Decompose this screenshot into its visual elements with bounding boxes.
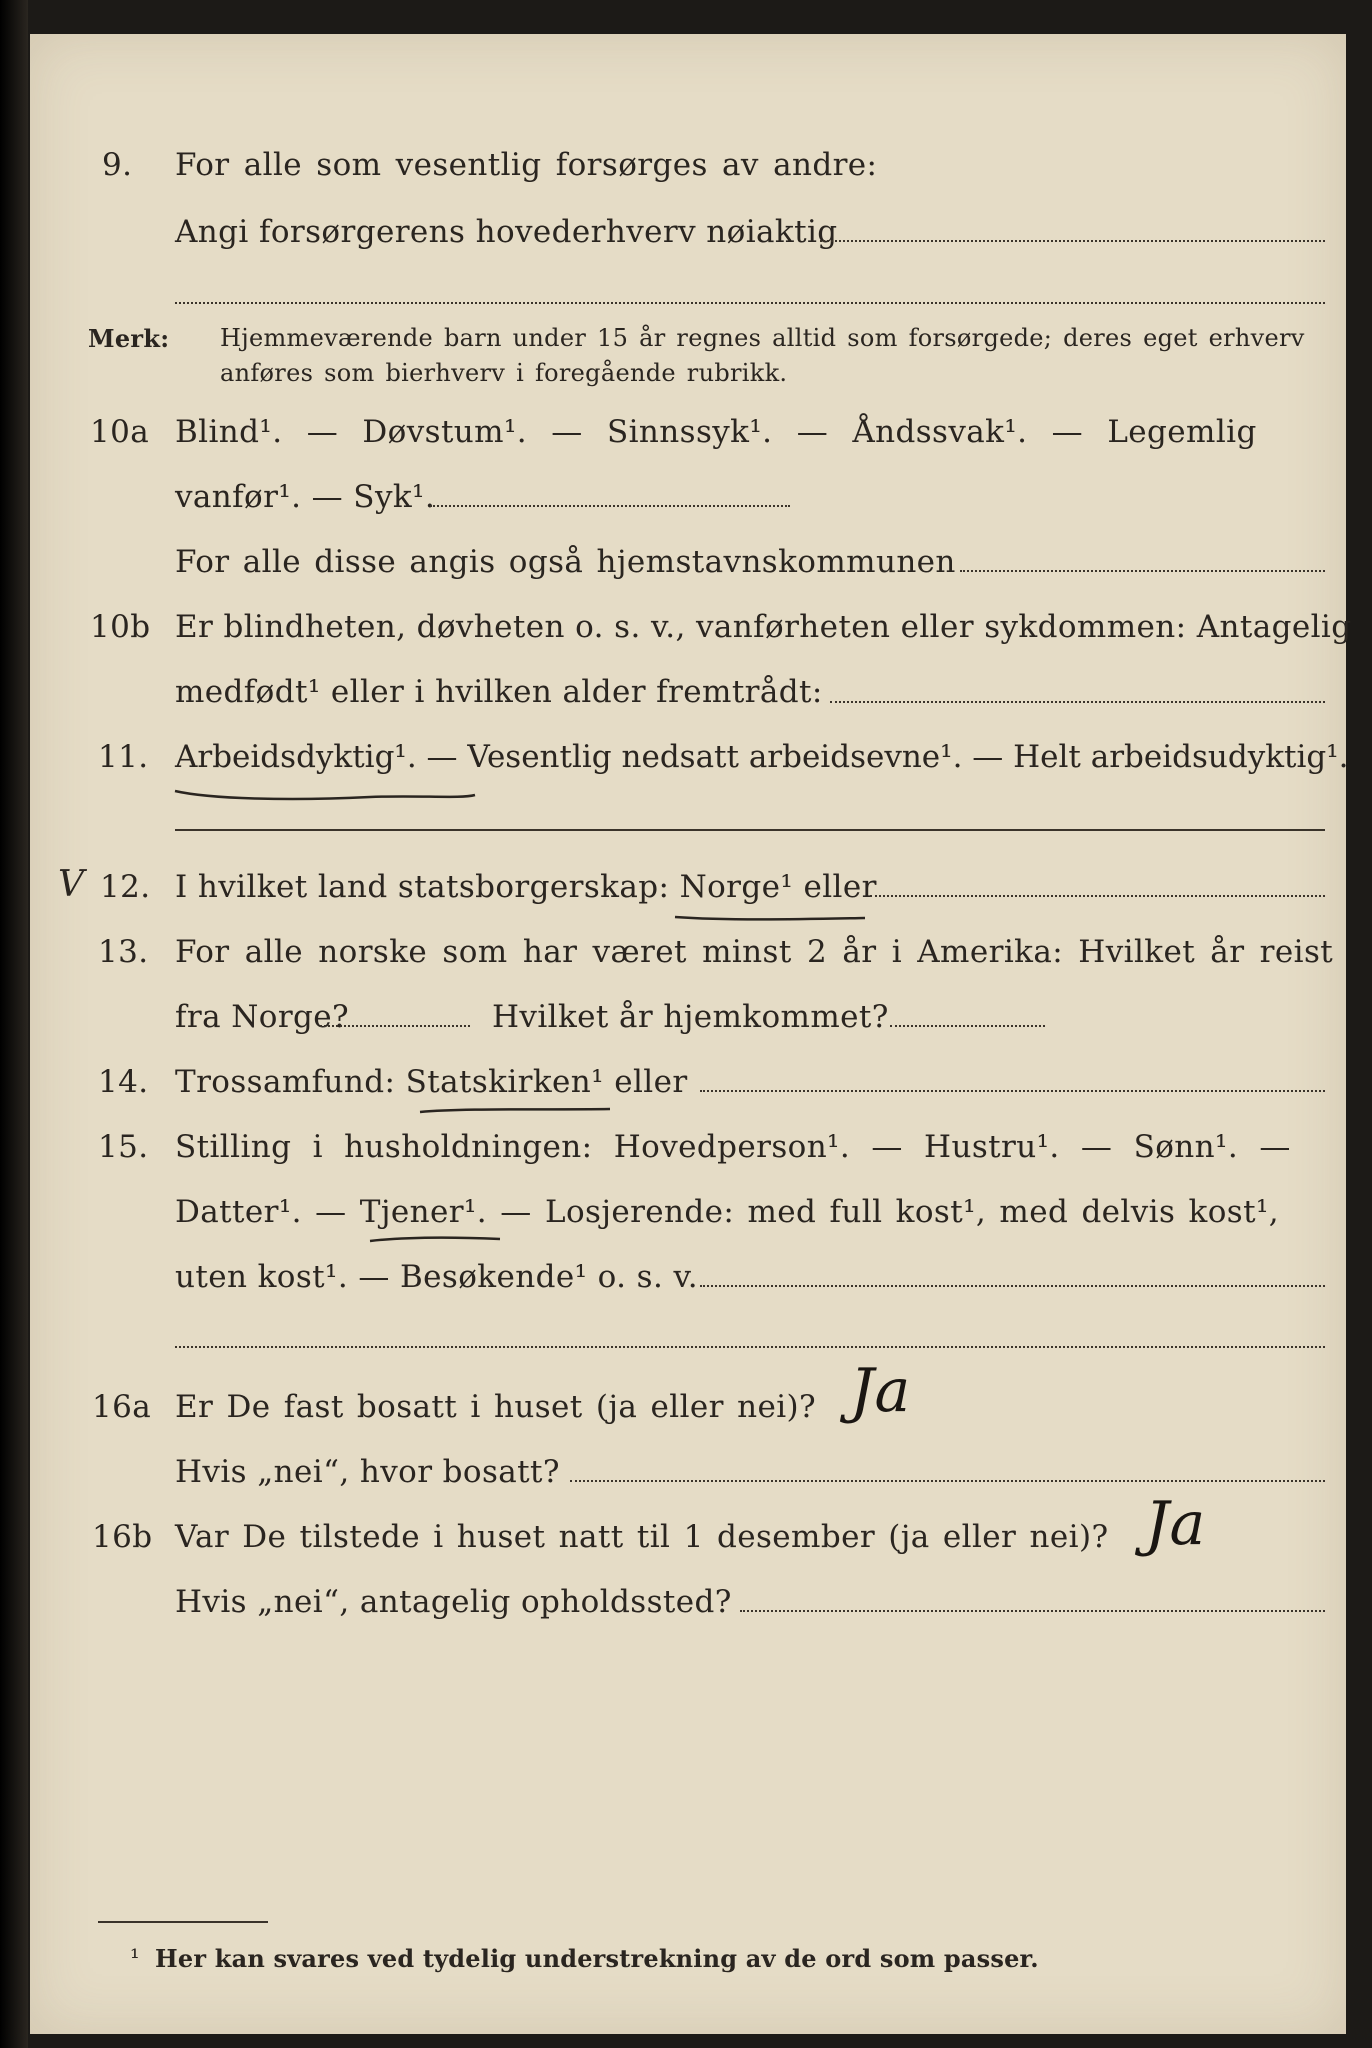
question-10b-text-2: medfødt¹ eller i hvilken alder fremtrådt: xyxy=(175,674,823,710)
handwritten-underline-tjener xyxy=(365,1231,505,1251)
question-10a-text-3: For alle disse angis også hjemstavnskommunen xyxy=(175,544,956,580)
handwritten-underline-norge xyxy=(670,909,870,929)
scan-edge xyxy=(0,0,28,2048)
question-15-text-2: Datter¹. — Tjener¹. — Losjerende: med full kost¹, med delvis kost¹, xyxy=(175,1194,1280,1230)
note-line-2: anføres som bierhverv i foregående rubrikk. xyxy=(220,359,788,387)
answer-line-15[interactable] xyxy=(700,1285,1325,1287)
question-10b-number: 10b xyxy=(90,609,151,645)
question-13-text-2b: Hvilket år hjemkommet? xyxy=(492,999,889,1035)
answer-line-9b[interactable] xyxy=(175,302,1325,304)
question-15-text-3: uten kost¹. — Besøkende¹ o. s. v. xyxy=(175,1259,698,1295)
answer-line-16a[interactable] xyxy=(570,1480,1325,1482)
handwritten-check-mark: V xyxy=(58,864,85,905)
question-9-text: For alle som vesentlig forsørges av andre: xyxy=(175,147,878,183)
census-form-page xyxy=(30,34,1352,2034)
question-9-subtext: Angi forsørgerens hovederhverv nøiaktig xyxy=(175,214,838,250)
question-13-text: For alle norske som har været minst 2 år i Amerika: Hvilket år reist xyxy=(175,934,1334,970)
question-14-number: 14. xyxy=(98,1064,149,1100)
question-16b-text: Var De tilstede i huset natt til 1 desember (ja eller nei)? xyxy=(175,1519,1109,1555)
question-10b-text: Er blindheten, døvheten o. s. v., vanførheten eller sykdommen: Antagelig xyxy=(175,609,1352,645)
answer-line-10a[interactable] xyxy=(430,505,790,507)
question-16b-number: 16b xyxy=(92,1519,153,1555)
answer-line-9a[interactable] xyxy=(820,240,1325,242)
question-16a-number: 16a xyxy=(92,1389,152,1425)
answer-line-14[interactable] xyxy=(700,1090,1325,1092)
footnote-text: Her kan svares ved tydelig understrekning av de ord som passer. xyxy=(155,1944,1039,1973)
question-12-number: 12. xyxy=(100,869,151,905)
note-label: Merk: xyxy=(88,324,170,353)
footnote-rule xyxy=(98,1921,268,1923)
question-11-number: 11. xyxy=(98,739,149,775)
question-15-number: 15. xyxy=(98,1129,149,1165)
answer-line-15b[interactable] xyxy=(175,1346,1325,1348)
question-11-text: Arbeidsdyktig¹. — Vesentlig nedsatt arbeidsevne¹. — Helt arbeidsudyktig¹. xyxy=(175,739,1349,775)
question-15-text: Stilling i husholdningen: Hovedperson¹. — Hustru¹. — Sønn¹. — xyxy=(175,1129,1291,1165)
question-16b-text-2: Hvis „nei“, antagelig opholdssted? xyxy=(175,1584,732,1620)
answer-line-13-reist[interactable] xyxy=(320,1025,470,1027)
answer-line-11[interactable] xyxy=(175,829,1325,831)
answer-line-10a-home[interactable] xyxy=(960,570,1325,572)
question-10a-text-2: vanfør¹. — Syk¹. xyxy=(175,479,436,515)
question-14-text: Trossamfund: Statskirken¹ eller xyxy=(175,1064,688,1100)
handwritten-answer-16a: Ja xyxy=(850,1356,911,1426)
answer-line-13-hjemkommet[interactable] xyxy=(890,1025,1045,1027)
question-12-text: I hvilket land statsborgerskap: Norge¹ eller xyxy=(175,869,877,905)
answer-line-16b[interactable] xyxy=(740,1610,1325,1612)
handwritten-underline-arbeidsdyktig xyxy=(170,779,480,809)
question-9-number: 9. xyxy=(102,147,133,183)
note-line-1: Hjemmeværende barn under 15 år regnes alltid som forsørgede; deres eget erhverv xyxy=(220,324,1305,352)
footnote-mark: ¹ xyxy=(130,1944,140,1972)
question-16a-text-2: Hvis „nei“, hvor bosatt? xyxy=(175,1454,560,1490)
question-10a-number: 10a xyxy=(90,414,150,450)
question-10a-text: Blind¹. — Døvstum¹. — Sinnssyk¹. — Åndssvak¹. — Legemlig xyxy=(175,414,1257,450)
answer-line-12[interactable] xyxy=(870,895,1325,897)
question-13-number: 13. xyxy=(98,934,149,970)
answer-line-10b[interactable] xyxy=(830,701,1325,703)
handwritten-underline-statskirken xyxy=(415,1102,615,1122)
handwritten-answer-16b: Ja xyxy=(1145,1489,1206,1559)
question-13-text-2a: fra Norge? xyxy=(175,999,350,1035)
question-16a-text: Er De fast bosatt i huset (ja eller nei)? xyxy=(175,1389,817,1425)
